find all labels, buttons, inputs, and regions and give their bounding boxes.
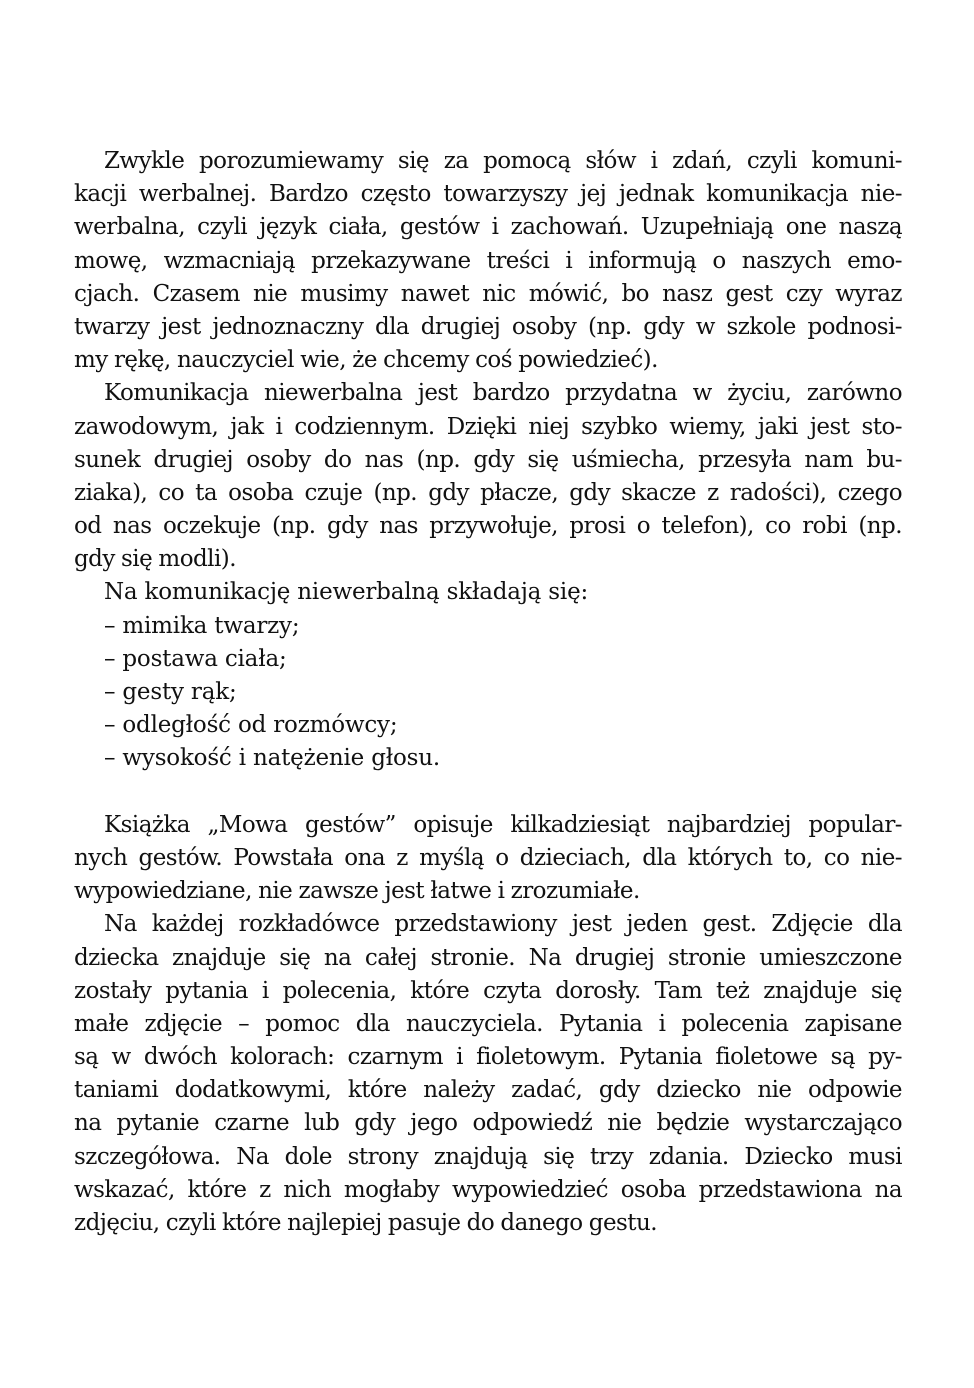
text-line: zawodowym, jak i codziennym. Dzięki niej szybko wiemy, jaki jest sto- [74, 413, 902, 440]
text-line: na pytanie czarne lub gdy jego odpowiedź nie będzie wystarczająco [74, 1110, 902, 1137]
text-line: Komunikacja niewerbalna jest bardzo przydatna w życiu, zarówno [104, 380, 902, 407]
list-item: – mimika twarzy; [104, 612, 300, 639]
text-line: wypowiedziane, nie zawsze jest łatwe i zrozumiałe. [74, 878, 640, 905]
paragraph-spread-layout [74, 908, 902, 1240]
text-line: my rękę, nauczyciel wie, że chcemy coś powiedzieć). [74, 347, 658, 374]
list-intro: Na komunikację niewerbalną składają się: [104, 579, 589, 606]
document-page [74, 145, 902, 1240]
list-item: – gesty rąk; [104, 679, 237, 705]
paragraph-nonverbal-usefulness [74, 377, 902, 576]
text-line: Zwykle porozumiewamy się za pomocą słów i zdań, czyli komuni- [104, 148, 902, 174]
list-item: – odległość od rozmówcy; [104, 712, 398, 739]
text-line: werbalna, czyli język ciała, gestów i zachowań. Uzupełniają one naszą [74, 214, 902, 241]
text-line: sunek drugiej osoby do nas (np. gdy się uśmiecha, przesyła nam bu- [74, 446, 902, 473]
text-line: cjach. Czasem nie musimy nawet nic mówić, bo nasz gest czy wyraz [74, 280, 902, 307]
text-line: zdjęciu, czyli które najlepiej pasuje do danego gestu. [74, 1210, 658, 1236]
text-line: Książka „Mowa gestów” opisuje kilkadziesiąt najbardziej popular- [104, 811, 902, 838]
list-item: – postawa ciała; [104, 645, 287, 672]
section-spacer [74, 776, 902, 809]
text-line: mowę, wzmacniają przekazywane treści i informują o naszych emo- [74, 247, 902, 274]
text-line: małe zdjęcie – pomoc dla nauczyciela. Pytania i polecenia zapisane [74, 1010, 902, 1037]
text-line: taniami dodatkowymi, które należy zadać, gdy dziecko nie odpowie [74, 1077, 902, 1104]
text-line: dziecka znajduje się na całej stronie. Na drugiej stronie umieszczone [74, 944, 902, 971]
text-line: Na każdej rozkładówce przedstawiony jest jeden gest. Zdjęcie dla [104, 911, 902, 938]
text-line: wskazać, które z nich mogłaby wypowiedzieć osoba przedstawiona na [74, 1176, 902, 1203]
nonverbal-components-list [74, 576, 902, 775]
text-line: kacji werbalnej. Bardzo często towarzyszy jej jednak komunikacja nie- [74, 181, 902, 208]
text-line: szczegółowa. Na dole strony znajdują się trzy zdania. Dziecko musi [74, 1143, 902, 1170]
text-line: gdy się modli). [74, 546, 236, 573]
text-line: zostały pytania i polecenia, które czyta dorosły. Tam też znajduje się [74, 977, 902, 1004]
text-line: nych gestów. Powstała ona z myślą o dzieciach, dla których to, co nie- [74, 844, 902, 871]
text-line: od nas oczekuje (np. gdy nas przywołuje, prosi o telefon), co robi (np. [74, 513, 902, 540]
paragraph-intro-verbal-communication [74, 145, 902, 377]
text-line: twarzy jest jednoznaczny dla drugiej osoby (np. gdy w szkole podnosi- [74, 313, 902, 340]
text-line: są w dwóch kolorach: czarnym i fioletowym. Pytania fioletowe są py- [74, 1044, 902, 1071]
list-item: – wysokość i natężenie głosu. [104, 745, 440, 772]
paragraph-book-description [74, 809, 902, 909]
text-line: ziaka), co ta osoba czuje (np. gdy płacze, gdy skacze z radości), czego [74, 479, 902, 506]
